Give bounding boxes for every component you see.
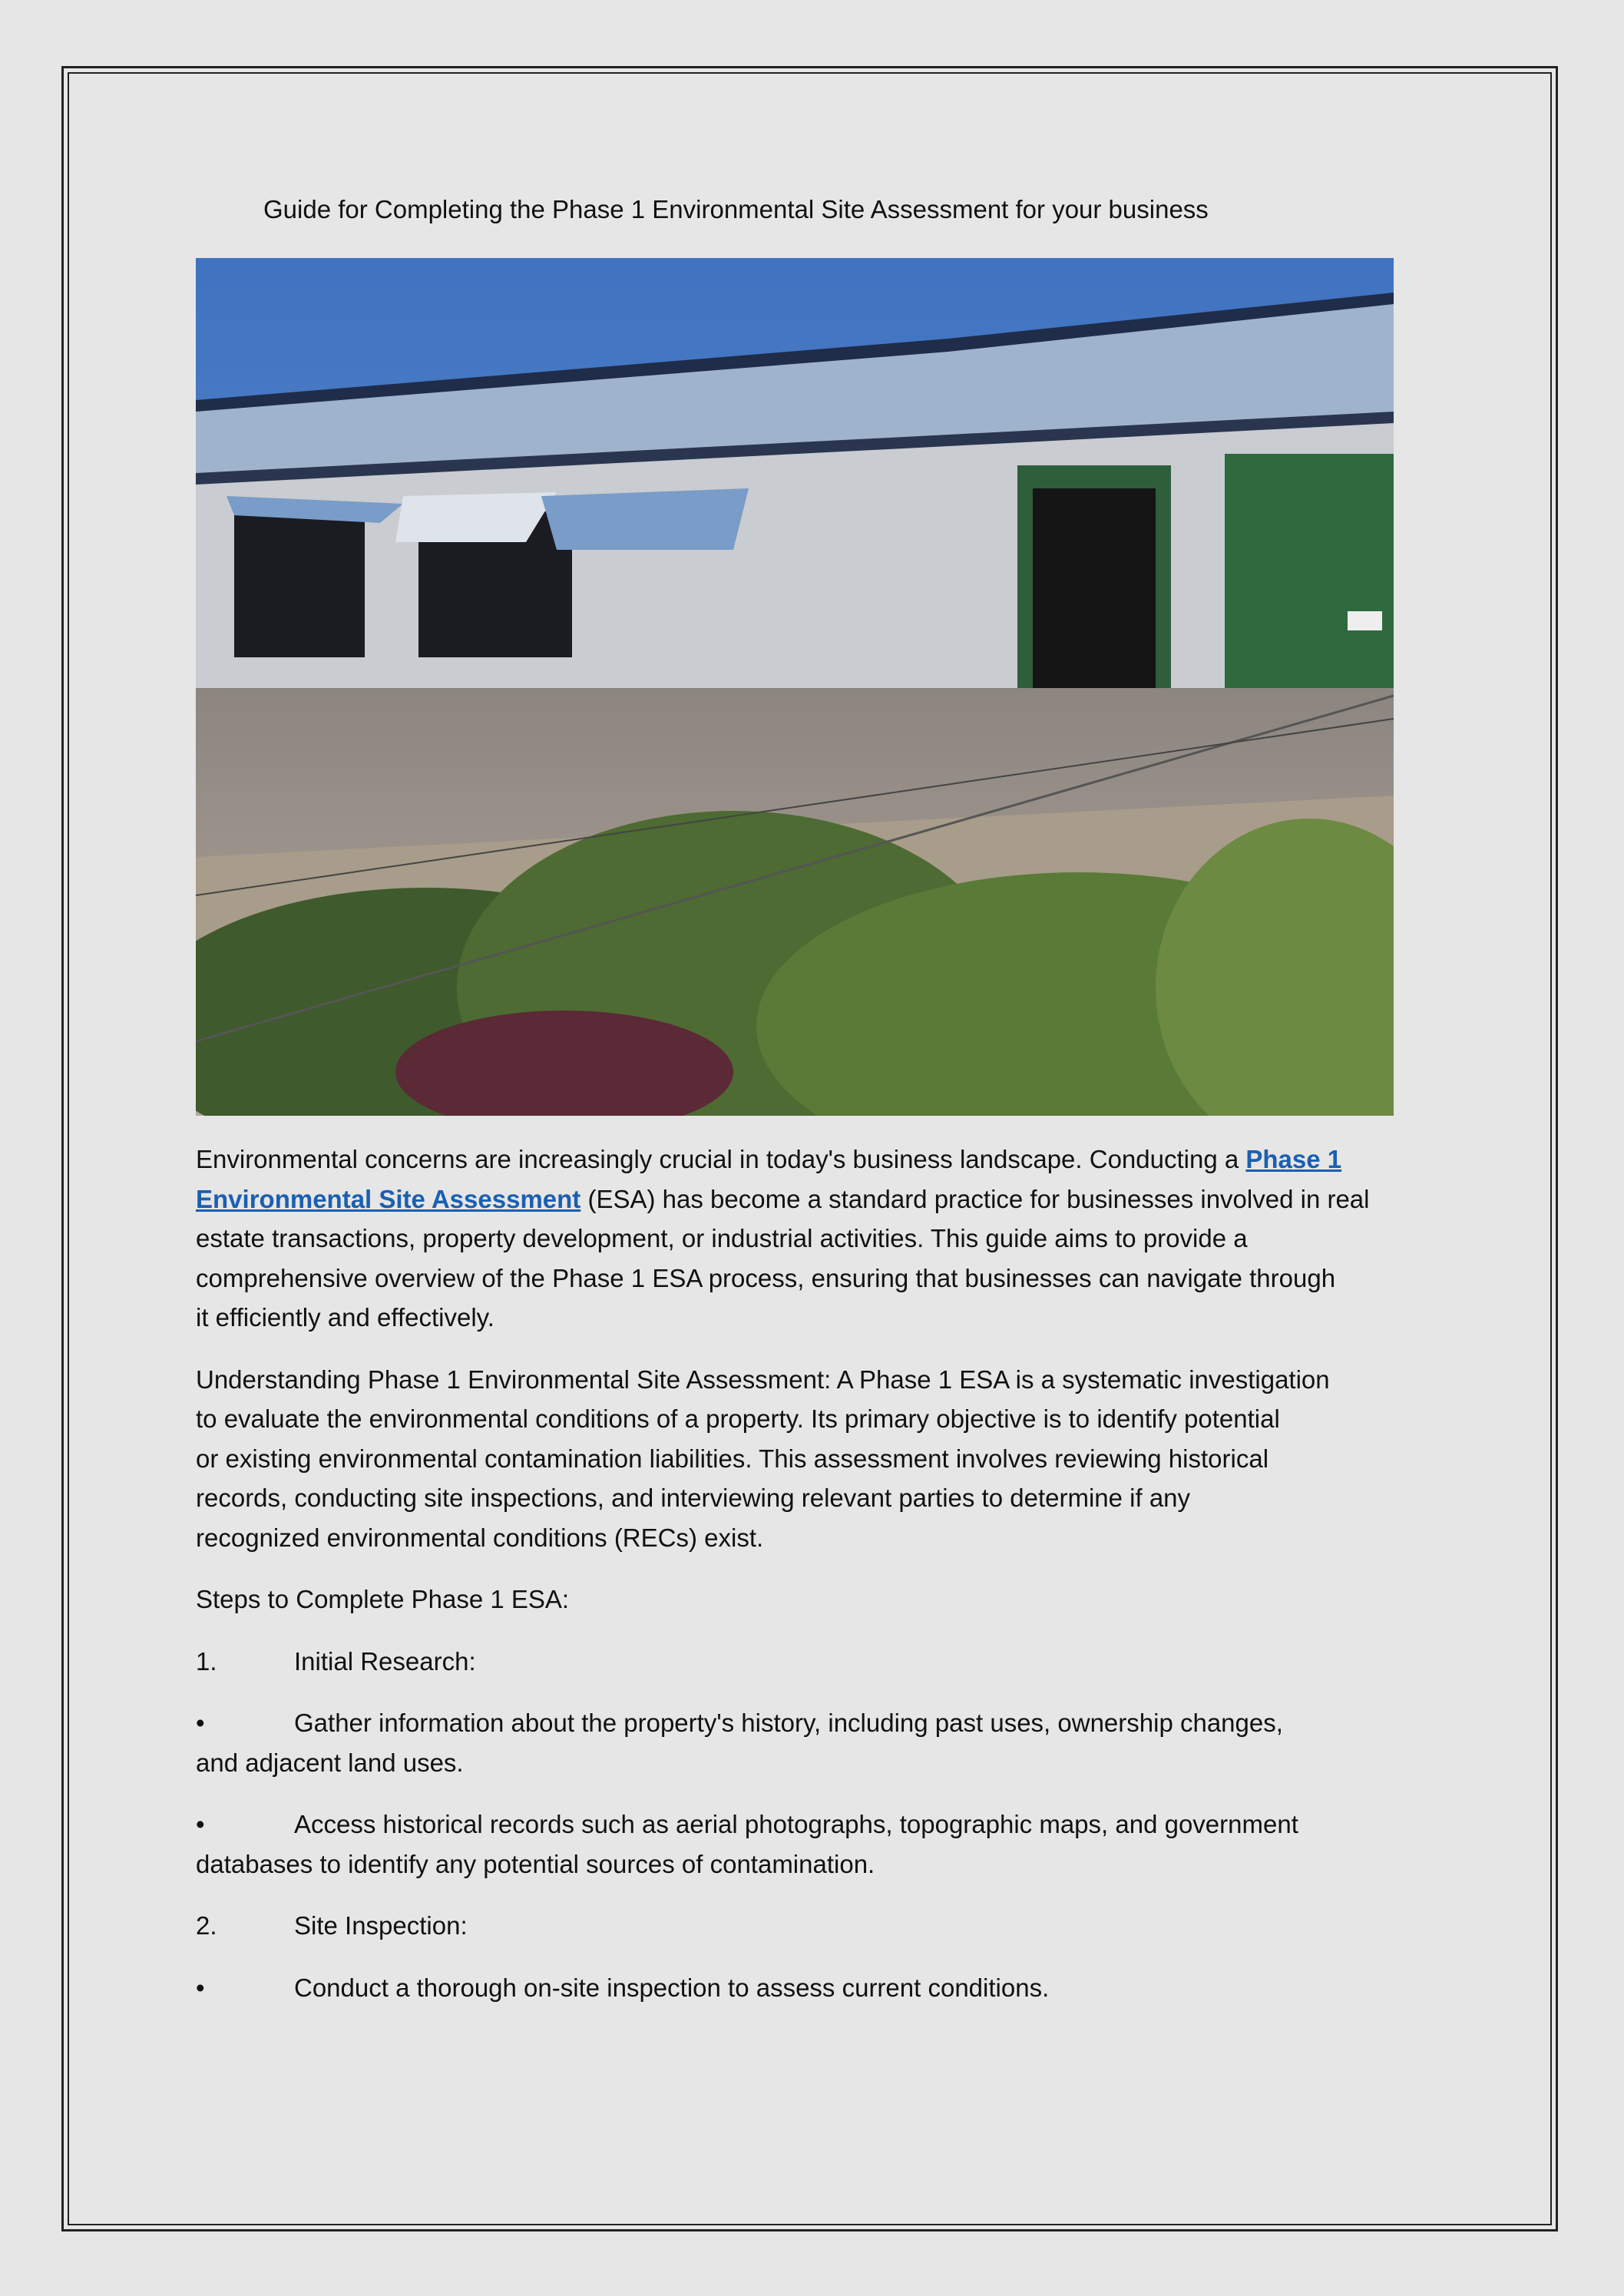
intro-text: (ESA) has become a standard practice for businesses involved in real	[580, 1184, 1370, 1213]
understanding-line: recognized environmental conditions (RECs) exist.	[196, 1523, 764, 1552]
list-item-text-cont: databases to identify any potential sources of contamination.	[196, 1849, 875, 1878]
list-marker: •	[196, 1709, 205, 1737]
list-item-text: Access historical records such as aerial photographs, topographic maps, and government	[294, 1810, 1298, 1838]
list-marker: •	[196, 1810, 205, 1838]
list-item-text: Site Inspection:	[294, 1911, 468, 1940]
bullet-item	[196, 1805, 1440, 1884]
understanding-line: Understanding Phase 1 Environmental Site Assessment: A Phase 1 ESA is a systematic investigation	[196, 1365, 1330, 1394]
list-item-text: Gather information about the property's history, including past uses, ownership changes,	[294, 1709, 1283, 1737]
intro-paragraph	[196, 1140, 1440, 1338]
numbered-step	[196, 1906, 1440, 1946]
steps-heading: Steps to Complete Phase 1 ESA:	[196, 1585, 570, 1613]
list-item-text: Conduct a thorough on-site inspection to assess current conditions.	[294, 1973, 1050, 2002]
list-marker: 1.	[196, 1646, 217, 1676]
intro-line: comprehensive overview of the Phase 1 ESA process, ensuring that businesses can navigate through	[196, 1263, 1336, 1292]
bullet-item	[196, 1968, 1440, 2008]
understanding-line: records, conducting site inspections, and interviewing relevant parties to determine if any	[196, 1484, 1191, 1512]
document-title: Guide for Completing the Phase 1 Environmental Site Assessment for your business	[263, 195, 1209, 223]
intro-text: Environmental concerns are increasingly crucial in today's business landscape. Conducting a	[196, 1145, 1246, 1173]
understanding-paragraph	[196, 1360, 1440, 1558]
list-item-text: Initial Research:	[294, 1646, 476, 1676]
intro-line: estate transactions, property development, or industrial activities. This guide aims to provide a	[196, 1224, 1248, 1252]
understanding-line: to evaluate the environmental conditions of a property. Its primary objective is to identify potential	[196, 1404, 1280, 1433]
list-item-text-cont: and adjacent land uses.	[196, 1748, 464, 1777]
phase1-esa-link-cont[interactable]: Environmental Site Assessment	[196, 1184, 581, 1213]
list-marker: •	[196, 1973, 205, 2002]
document-body	[196, 1140, 1440, 2030]
industrial-building-photo	[196, 258, 1394, 1116]
steps-list	[196, 1642, 1440, 2008]
list-marker: 2.	[196, 1911, 217, 1940]
understanding-line: or existing environmental contamination liabilities. This assessment involves reviewing historical	[196, 1444, 1269, 1473]
phase1-esa-link[interactable]: Phase 1	[1245, 1145, 1342, 1173]
bullet-item	[196, 1703, 1440, 1782]
numbered-step	[196, 1642, 1440, 1682]
intro-line: it efficiently and effectively.	[196, 1303, 494, 1332]
